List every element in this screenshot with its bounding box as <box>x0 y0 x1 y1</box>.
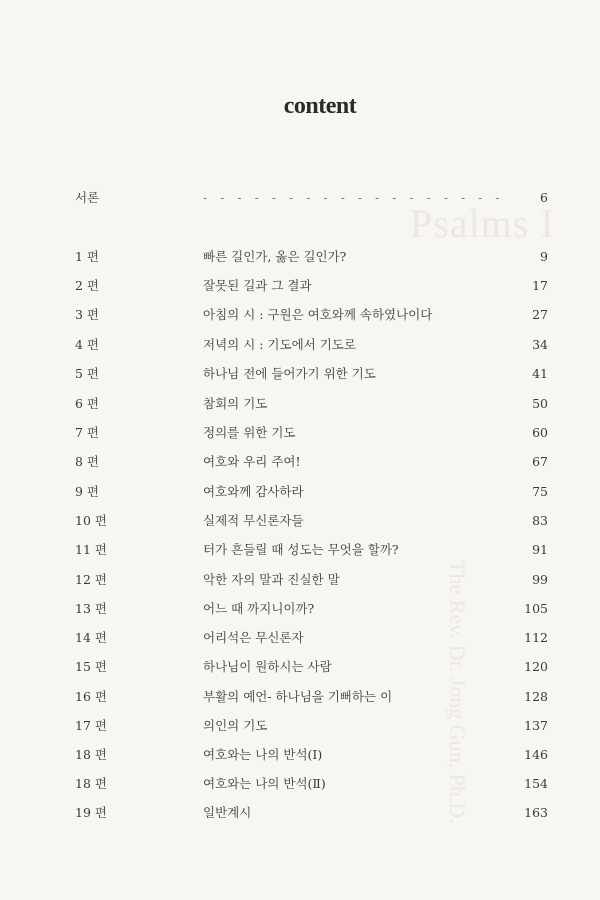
toc-page-number: 83 <box>532 513 548 528</box>
toc-page-number: 6 <box>540 190 548 205</box>
toc-page-number: 9 <box>540 249 548 264</box>
toc-entry[interactable] <box>0 275 600 297</box>
toc-entry[interactable] <box>0 246 600 268</box>
toc-page-number: 105 <box>524 601 548 616</box>
toc-chapter-number: 15 편 <box>75 659 107 674</box>
toc-chapter-title: 저녁의 시 : 기도에서 기도로 <box>203 337 356 352</box>
toc-chapter-title: 여호와는 나의 반석(Ⅱ) <box>203 776 326 791</box>
toc-chapter-title: 빠른 길인가, 옳은 길인가? <box>203 249 347 264</box>
toc-chapter-number: 19 편 <box>75 805 107 820</box>
toc-chapter-title: 의인의 기도 <box>203 718 268 733</box>
toc-chapter-title: 하나님 전에 들어가기 위한 기도 <box>203 366 376 381</box>
toc-chapter-number: 18 편 <box>75 776 107 791</box>
toc-chapter-number: 3 편 <box>75 307 100 322</box>
toc-entry[interactable] <box>0 744 600 766</box>
toc-page-number: 91 <box>532 542 548 557</box>
toc-entry[interactable] <box>0 334 600 356</box>
toc-chapter-number: 16 편 <box>75 689 107 704</box>
toc-chapter-number: 13 편 <box>75 601 107 616</box>
toc-chapter-number: 5 편 <box>75 366 100 381</box>
toc-entry[interactable] <box>0 598 600 620</box>
toc-entry[interactable] <box>0 304 600 326</box>
toc-chapter-number: 6 편 <box>75 396 100 411</box>
toc-chapter-number: 12 편 <box>75 572 107 587</box>
toc-chapter-number: 14 편 <box>75 630 107 645</box>
toc-page-number: 99 <box>532 572 548 587</box>
toc-page-number: 67 <box>532 454 548 469</box>
toc-entry[interactable] <box>0 715 600 737</box>
toc-chapter-title: 참회의 기도 <box>203 396 268 411</box>
toc-chapter-title: 실제적 무신론자들 <box>203 513 304 528</box>
toc-chapter-number: 1 편 <box>75 249 100 264</box>
toc-page-number: 50 <box>532 396 548 411</box>
toc-chapter-title: 일반계시 <box>203 805 252 820</box>
toc-chapter-title: 하나님이 원하시는 사람 <box>203 659 332 674</box>
toc-page-number: 17 <box>532 278 548 293</box>
toc-intro-row[interactable] <box>0 187 600 209</box>
toc-leader: - - - - - - - - - - - - - - - - - - <box>203 190 505 205</box>
toc-chapter-number: 11 편 <box>75 542 107 557</box>
toc-entry[interactable] <box>0 773 600 795</box>
toc-chapter-title: 터가 흔들릴 때 성도는 무엇을 할까? <box>203 542 399 557</box>
toc-page-number: 60 <box>532 425 548 440</box>
toc-page-number: 163 <box>524 805 548 820</box>
toc-entry[interactable] <box>0 539 600 561</box>
toc-chapter-title: 어느 때 까지니이까? <box>203 601 315 616</box>
toc-entry[interactable] <box>0 363 600 385</box>
toc-chapter-title: 어리석은 무신론자 <box>203 630 304 645</box>
toc-chapter-title: 아침의 시 : 구원은 여호와께 속하였나이다 <box>203 307 433 322</box>
toc-entry[interactable] <box>0 451 600 473</box>
toc-chapter-title: 여호와는 나의 반석(Ⅰ) <box>203 747 323 762</box>
toc-chapter-number: 10 편 <box>75 513 107 528</box>
toc-chapter-number: 2 편 <box>75 278 100 293</box>
toc-page-number: 154 <box>524 776 548 791</box>
toc-chapter-number: 4 편 <box>75 337 100 352</box>
toc-entry[interactable] <box>0 422 600 444</box>
toc-chapter-number: 7 편 <box>75 425 100 440</box>
toc-entry[interactable] <box>0 802 600 824</box>
toc-chapter-number: 17 편 <box>75 718 107 733</box>
toc-entry[interactable] <box>0 569 600 591</box>
toc-chapter-number: 9 편 <box>75 484 100 499</box>
toc-chapter-title: 악한 자의 말과 진실한 말 <box>203 572 340 587</box>
toc-entry[interactable] <box>0 656 600 678</box>
watermark-author: The Rev. Dr. Jong Gun, Ph.D. <box>445 560 470 824</box>
toc-chapter-title: 잘못된 길과 그 결과 <box>203 278 312 293</box>
toc-chapter-title: 여호와께 감사하라 <box>203 484 304 499</box>
toc-page-number: 128 <box>524 689 548 704</box>
toc-entry[interactable] <box>0 627 600 649</box>
toc-page-number: 75 <box>532 484 548 499</box>
toc-entry[interactable] <box>0 510 600 532</box>
toc-chapter-number: 8 편 <box>75 454 100 469</box>
toc-page-number: 41 <box>532 366 548 381</box>
toc-chapter-title: 부활의 예언- 하나님을 기뻐하는 이 <box>203 689 393 704</box>
toc-intro-label: 서론 <box>75 190 100 205</box>
toc-page-number: 120 <box>524 659 548 674</box>
toc-page-number: 146 <box>524 747 548 762</box>
toc-page-number: 137 <box>524 718 548 733</box>
toc-chapter-title: 정의를 위한 기도 <box>203 425 296 440</box>
toc-entry[interactable] <box>0 686 600 708</box>
page-title: content <box>283 93 357 119</box>
toc-page-number: 27 <box>532 307 548 322</box>
toc-page-number: 34 <box>532 337 548 352</box>
toc-entry[interactable] <box>0 481 600 503</box>
toc-entry[interactable] <box>0 393 600 415</box>
watermark-title: Psalms I <box>410 201 555 246</box>
toc-chapter-title: 여호와 우리 주여! <box>203 454 301 469</box>
toc-page-number: 112 <box>524 630 548 645</box>
toc-chapter-number: 18 편 <box>75 747 107 762</box>
